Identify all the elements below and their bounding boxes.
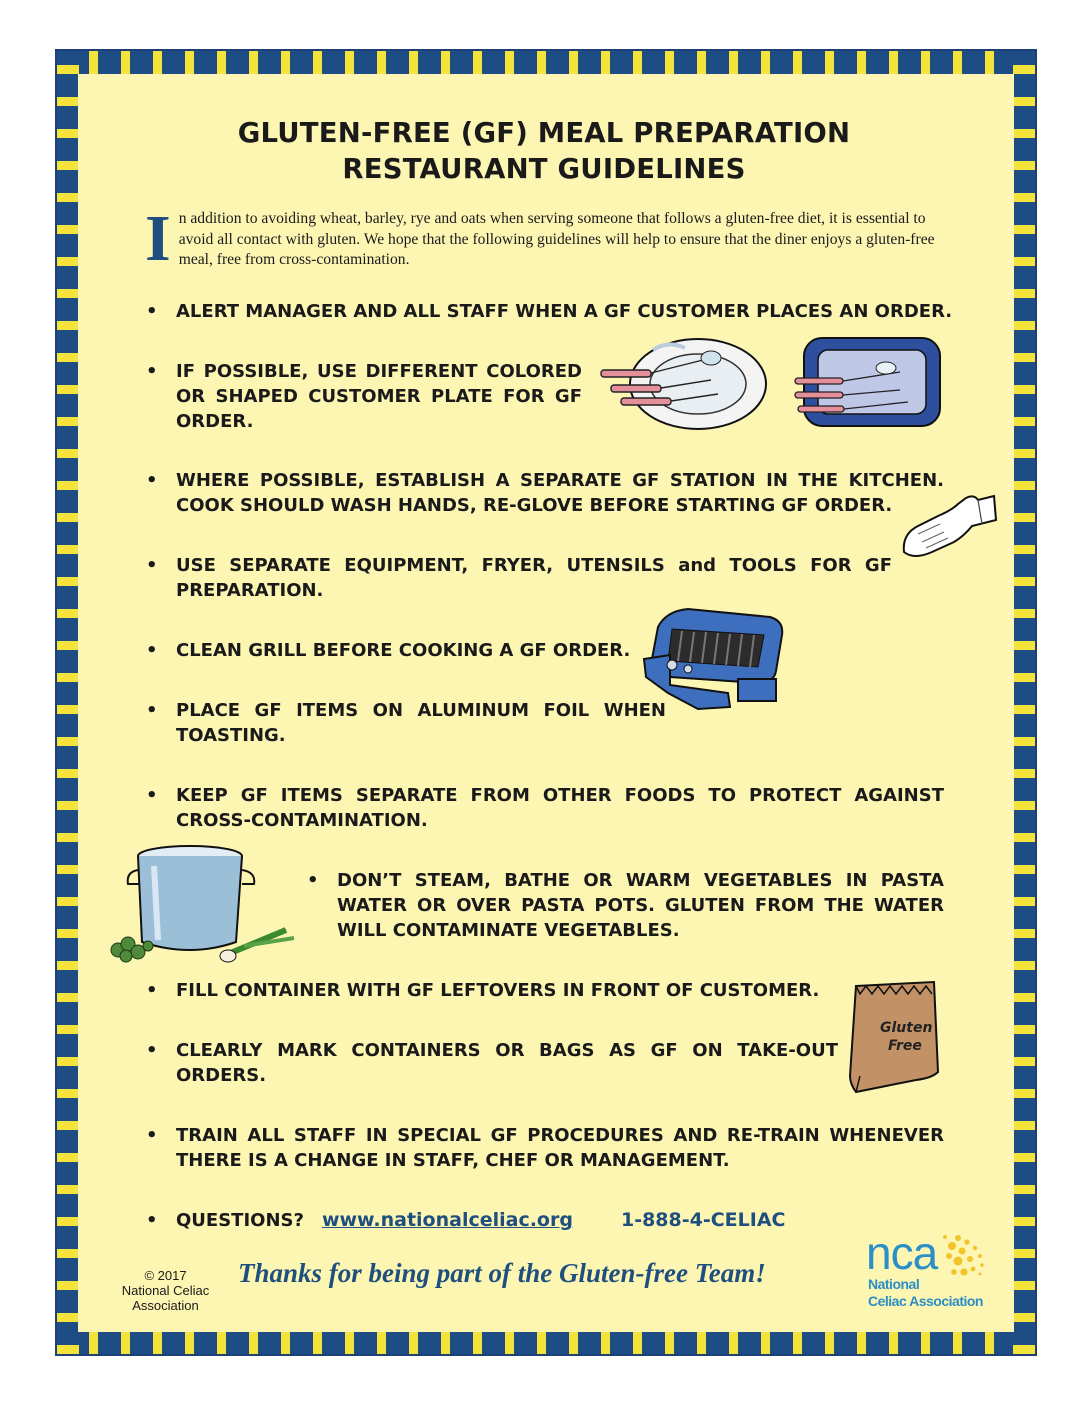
- guideline-item: [146, 783, 944, 833]
- drop-cap: I: [145, 202, 171, 275]
- intro-text: n addition to avoiding wheat, barley, rye and oats when serving someone that follows a gluten-free diet, it is essential to avoid all contact with gluten. We hope that the following guidelines will help to ensure that the diner enjoys a gluten-free meal, free from cross-contamination.: [178, 210, 935, 268]
- website-link[interactable]: www.nationalceliac.org: [321, 1209, 573, 1231]
- guideline-text: WHERE POSSIBLE, ESTABLISH A SEPARATE GF STATION IN THE KITCHEN. COOK SHOULD WASH HANDS, RE-GLOVE BEFORE STARTING GF ORDER.: [176, 470, 944, 516]
- bullet: •: [146, 640, 158, 661]
- logo-acronym: nca: [866, 1227, 938, 1279]
- border-bottom: [57, 1329, 1035, 1354]
- title-line-1: GLUTEN-FREE (GF) MEAL PREPARATION: [237, 117, 851, 149]
- copyright: [98, 1268, 233, 1313]
- tray-icon: [790, 332, 948, 432]
- bullet: •: [146, 555, 158, 576]
- guideline-text: KEEP GF ITEMS SEPARATE FROM OTHER FOODS TO PROTECT AGAINST CROSS-CONTAMINATION.: [176, 785, 944, 831]
- guideline-item: [146, 468, 944, 518]
- title-line-2: RESTAURANT GUIDELINES: [342, 153, 746, 185]
- thanks-message: Thanks for being part of the Gluten-free Team!: [238, 1258, 766, 1288]
- guideline-text: DON’T STEAM, BATHE OR WARM VEGETABLES IN PASTA WATER OR OVER PASTA POTS. GLUTEN FROM THE WATER WILL CONTAMINATE VEGETABLES.: [337, 870, 944, 941]
- bullet: •: [307, 870, 319, 891]
- guideline-text: IF POSSIBLE, USE DIFFERENT COLORED OR SHAPED CUSTOMER PLATE FOR GF ORDER.: [176, 361, 582, 432]
- guideline-item: [146, 1123, 944, 1173]
- bullet: •: [146, 785, 158, 806]
- guideline-item: [146, 1038, 838, 1088]
- guideline-text: TRAIN ALL STAFF IN SPECIAL GF PROCEDURES AND RE-TRAIN WHENEVER THERE IS A CHANGE IN STAFF, CHEF OR MANAGEMENT.: [176, 1125, 944, 1171]
- bullet: •: [146, 980, 158, 1001]
- bullet: •: [146, 470, 158, 491]
- bag-label-line-2: Free: [888, 1038, 922, 1054]
- bullet: •: [146, 1040, 158, 1061]
- logo-name: [868, 1276, 983, 1310]
- guideline-text: PLACE GF ITEMS ON ALUMINUM FOIL WHEN TOASTING.: [176, 700, 666, 746]
- glove-icon: [898, 490, 998, 568]
- guideline-item: [146, 359, 582, 434]
- paper-bag-icon: [846, 980, 946, 1100]
- bullet: •: [146, 1210, 158, 1231]
- plate-icon: [593, 330, 773, 435]
- logo-line-2: Celiac Association: [868, 1293, 983, 1309]
- grill-icon: [638, 597, 788, 715]
- border-left: [57, 51, 79, 1354]
- bullet: •: [146, 700, 158, 721]
- bag-label-line-1: Gluten: [880, 1020, 933, 1036]
- phone-number: 1-888-4-CELIAC: [620, 1209, 786, 1231]
- intro-paragraph: [145, 202, 945, 275]
- nca-logo-icon: [862, 1228, 990, 1320]
- border-top: [57, 51, 1035, 76]
- questions-line: [146, 1208, 876, 1233]
- copyright-line-1: © 2017: [144, 1268, 187, 1283]
- bullet: •: [146, 361, 158, 382]
- stockpot-icon: [104, 842, 304, 968]
- border-right: [1013, 51, 1035, 1354]
- guideline-text: USE SEPARATE EQUIPMENT, FRYER, UTENSILS and TOOLS FOR GF PREPARATION.: [176, 555, 892, 601]
- page-title: [0, 115, 1088, 187]
- questions-label: QUESTIONS?: [176, 1210, 304, 1231]
- guideline-item: [146, 698, 666, 748]
- bullet: •: [146, 1125, 158, 1146]
- logo-line-1: National: [868, 1276, 920, 1292]
- copyright-line-2: National Celiac: [121, 1283, 210, 1298]
- guideline-item: [146, 978, 836, 1003]
- guideline-text: FILL CONTAINER WITH GF LEFTOVERS IN FRONT OF CUSTOMER.: [176, 980, 820, 1001]
- guideline-item: [307, 868, 944, 943]
- guideline-text: CLEARLY MARK CONTAINERS OR BAGS AS GF ON TAKE-OUT ORDERS.: [176, 1040, 838, 1086]
- guideline-item: [146, 553, 892, 603]
- guideline-item: [146, 299, 953, 324]
- guideline-text: CLEAN GRILL BEFORE COOKING A GF ORDER.: [176, 640, 631, 661]
- guideline-text: ALERT MANAGER AND ALL STAFF WHEN A GF CUSTOMER PLACES AN ORDER.: [176, 301, 953, 322]
- guideline-item: [146, 638, 646, 663]
- copyright-line-3: Association: [132, 1298, 199, 1313]
- bullet: •: [146, 301, 158, 322]
